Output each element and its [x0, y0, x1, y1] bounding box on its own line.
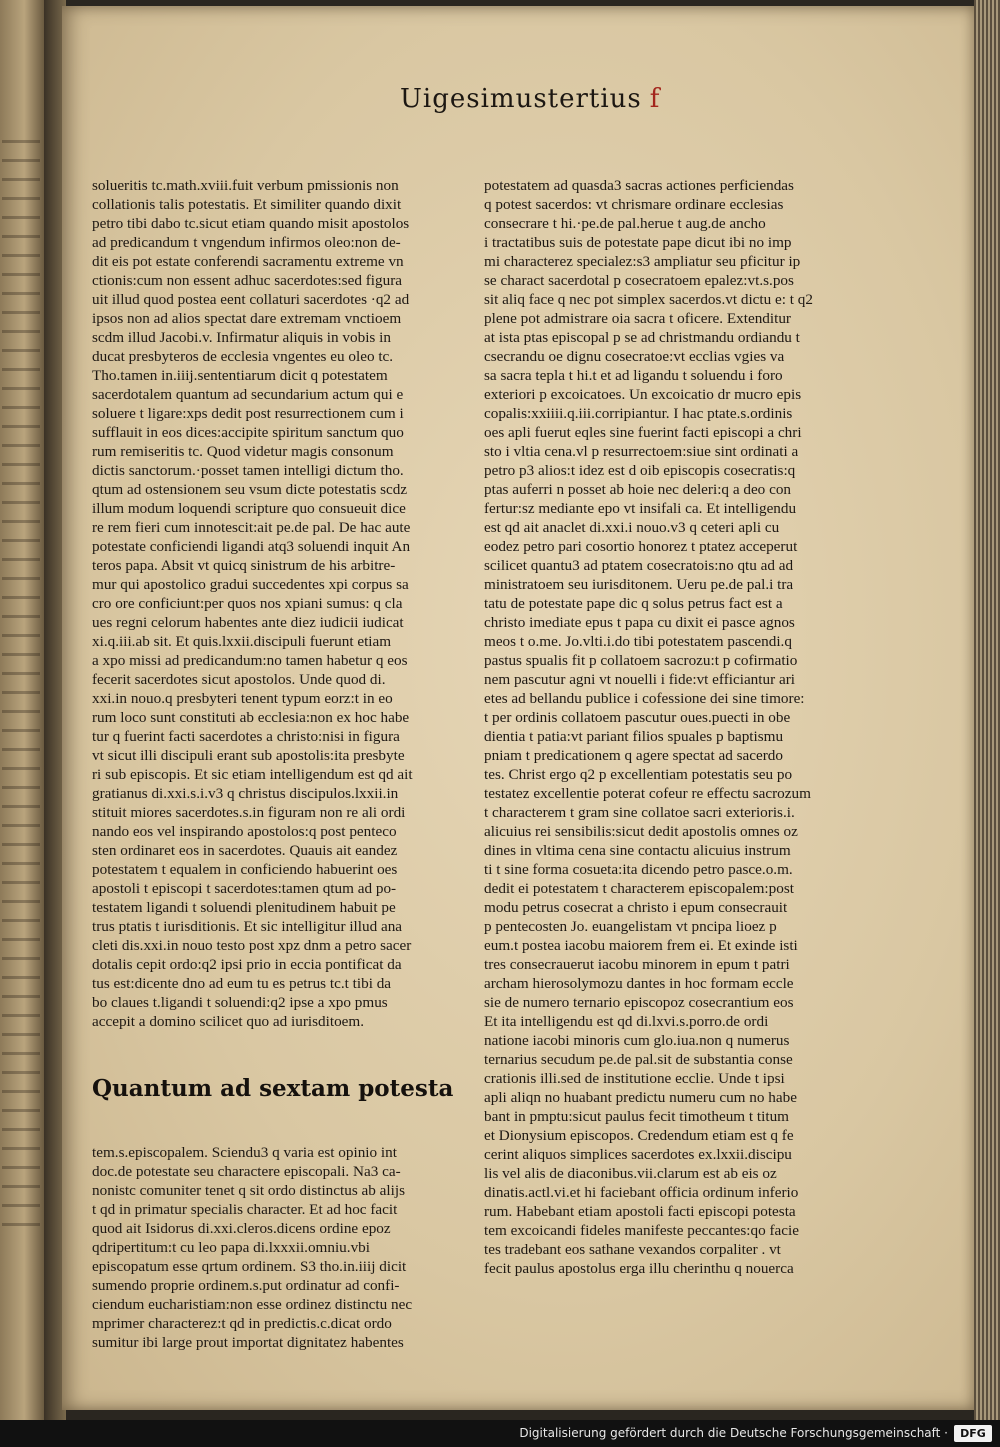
text-line: sacerdotalem quantum ad secundarium actum qui e [92, 386, 404, 403]
text-line: sto i vltia cena.vl p resurrectoem:siue sint ordinati a [484, 443, 799, 460]
running-head-text: Uigesimustertius [400, 84, 642, 114]
text-line: illum modum loquendi scripture quo consueuit dice [92, 500, 406, 517]
text-line: rum remiseritis tc. Quod videtur magis consonum [92, 443, 394, 460]
text-line: plene pot admistrare oia sacra t oficere. Extenditur [484, 310, 791, 327]
text-line: tres consecrauerut iacobu minorem in epum t patri [484, 956, 790, 973]
text-line: tes. Christ ergo q2 p excellentiam potestatis seu po [484, 766, 793, 783]
text-line: eum.t postea iacobu maiorem frem ei. Et exinde isti [484, 937, 798, 954]
text-line: sten ordinaret eos in sacerdotes. Quauis ait eandez [92, 842, 398, 859]
text-line: at ista ptas episcopal p se ad christmandu ordiandu t [484, 329, 800, 346]
text-line: tes tradebant eos sathane vexandos corpaliter . vt [484, 1241, 781, 1258]
text-line: quod ait Isidorus di.xxi.cleros.dicens ordine epoz [92, 1220, 391, 1237]
text-line: i tractatibus suis de potestate pape dicut ibi no imp [484, 234, 792, 251]
page-edges [974, 0, 1000, 1420]
text-line: ipsos non ad alios spectat dare extremam vnctioem [92, 310, 402, 327]
footer-bar [0, 1420, 1000, 1447]
text-line: episcopatum esse qrtum ordinem. S3 tho.in.iiij dicit [92, 1258, 407, 1275]
text-line: et Dionysium episcopos. Credendum etiam est q fe [484, 1127, 794, 1144]
text-line: sumendo proprie ordinem.s.put ordinatur ad confi- [92, 1277, 400, 1294]
text-line: se charact sacerdotal p cosecratoem epalez:vt.s.pos [484, 272, 794, 289]
text-line: tus est:dicente dno ad eum tu es petrus tc.t tibi da [92, 975, 392, 992]
text-line: stituit miores sacerdotes.s.in figuram non re ali ordi [92, 804, 406, 821]
text-line: fecerit sacerdotes sicut apostolos. Unde quod di. [92, 671, 386, 688]
text-line: tem excoicandi fideles manifeste peccantes:qo facie [484, 1222, 799, 1239]
text-line: scdm illud Jacobi.v. Infirmatur aliquis in vobis in [92, 329, 391, 346]
facing-page-text [2, 140, 40, 1240]
text-line: potestatem ad quasda3 sacras actiones perficiendas [484, 177, 794, 194]
section-heading: Quantum ad sextam potesta [92, 1075, 454, 1102]
text-line: accepit a domino scilicet quo ad iurisditoem. [92, 1013, 365, 1030]
text-line: t qd in primatur specialis character. Et ad hoc facit [92, 1201, 398, 1218]
text-line: tem.s.episcopalem. Sciendu3 q varia est opinio int [92, 1144, 397, 1161]
text-line: testatem ligandi t soluendi plenitudinem habuit pe [92, 899, 396, 916]
text-line: t characterem t gram sine collatoe sacri exterioris.i. [484, 804, 795, 821]
left-column [92, 138, 464, 1351]
text-line: dotalis cepit ordo:q2 ipsi prio in eccia pontificat da [92, 956, 402, 973]
text-line: dientia t patia:vt pariant filios spuales p baptismu [484, 728, 784, 745]
text-line: sa sacra tepla t hi.t et ad ligandu t soluendu i foro [484, 367, 783, 384]
text-line: petro p3 alios:t idez est d oib episcopis cosecratis:q [484, 462, 796, 479]
left-column-text-a [92, 176, 464, 1031]
text-line: fecit paulus apostolus erga illu cherinthu q nouerca [484, 1260, 794, 1277]
text-line: ad predicandum t vngendum infirmos oleo:non de- [92, 234, 401, 251]
text-line: qdripertitum:t cu leo papa di.lxxxii.omniu.vbi [92, 1239, 370, 1256]
text-line: a xpo missi ad predicandum:no tamen habetur q eos [92, 652, 408, 669]
text-line: apli aliqn no huabant predictu numeru cum no habe [484, 1089, 797, 1106]
text-line: potestate conficiendi ligandi atq3 soluendi inquit An [92, 538, 411, 555]
text-line: sit aliq face q nec pot simplex sacerdos.vt dictu e: t q2 [484, 291, 813, 308]
text-line: scilicet quantu3 ad ptatem cosecratois:no qtu ad ad [484, 557, 794, 574]
text-line: ti t sine forma cosueta:ita dicendo petro pasce.o.m. [484, 861, 793, 878]
text-line: q potest sacerdos: vt chrismare ordinare ecclesias [484, 196, 784, 213]
dfg-logo: DFG [954, 1425, 992, 1442]
text-line: christo imediate epus t papa cu dixit ei pasce agnos [484, 614, 795, 631]
text-line: cro ore conficiunt:per quos nos xpiani sumus: q cla [92, 595, 403, 612]
running-head [400, 84, 660, 128]
facing-page [0, 0, 44, 1420]
text-line: re rem fieri cum innotescit:ait pe.de pal. De hac aute [92, 519, 411, 536]
text-line: ptas auferri n posset ab hoie nec deleri:q a deo con [484, 481, 792, 498]
text-line: vt sicut illi discipuli erant sub apostolis:ita presbyte [92, 747, 405, 764]
text-line: dinatis.actl.vi.et hi faciebant officia ordinum inferio [484, 1184, 799, 1201]
text-line: sufflauit in eos dices:accipite spiritum sanctum quo [92, 424, 404, 441]
text-line: ctionis:cum non essent adhuc sacerdotes:sed figura [92, 272, 402, 289]
text-line: modu petrus cosecrat a christo i epum consecrauit [484, 899, 788, 916]
text-line: dit eis pot estate conferendi sacramentu extreme vn [92, 253, 404, 270]
text-line: xxi.in nouo.q presbyteri tenent typum eorz:t in eo [92, 690, 393, 707]
text-line: nem pascutur agni vt nouelli i fide:vt efficiantur ari [484, 671, 795, 688]
text-line: alicuius rei sensibilis:sicut dedit apostolis omnes oz [484, 823, 798, 840]
text-line: xi.q.iii.ab sit. Et quis.lxxii.discipuli fuerunt etiam [92, 633, 392, 650]
text-line: dictis sanctorum.·posset tamen intelligi dictum tho. [92, 462, 404, 479]
text-line: lis vel alis de diaconibus.vii.clarum est ab eis oz [484, 1165, 777, 1182]
text-line: rum loco sunt constituti ab ecclesia:non ex hoc habe [92, 709, 410, 726]
text-line: consecrare t hi.·pe.de pal.herue t aug.de ancho [484, 215, 766, 232]
text-line: meos t o.me. Jo.vlti.i.do tibi potestatem pascendi.q [484, 633, 792, 650]
text-line: csecrandu oe dignu cosecratoe:vt ecclias vgies va [484, 348, 785, 365]
text-line: exteriori p excoicatoes. Un excoicatio dr mucro epis [484, 386, 802, 403]
text-line: ministratoem seu iurisditonem. Ueru pe.de pal.i tra [484, 576, 794, 593]
text-line: collationis talis potestatis. Et similiter quando dixit [92, 196, 402, 213]
text-line: etes ad bellandu publice i cofessione dei sine timore: [484, 690, 805, 707]
text-line: trus ptatis t iurisditionis. Et sic intelligitur illud ana [92, 918, 403, 935]
text-line: ciendum eucharistiam:non esse ordinez distinctu nec [92, 1296, 413, 1313]
text-line: pastus spualis fit p collatoem sacrozu:t p cofirmatio [484, 652, 798, 669]
text-line: est qd ait anaclet di.xxi.i nouo.v3 q ceteri apli cu [484, 519, 780, 536]
text-line: bo claues t.ligandi t soluendi:q2 ipse a xpo pmus [92, 994, 388, 1011]
text-line: dines in vltima cena sine contactu alicuius instrum [484, 842, 791, 859]
text-line: crationis illi.sed de institutione ecclie. Unde t ipsi [484, 1070, 785, 1087]
left-column-text-b [92, 1143, 464, 1352]
text-line: t per ordinis collatoem pascutur oues.puecti in obe [484, 709, 791, 726]
text-line: uit illud quod postea eent collaturi sacerdotes ·q2 ad [92, 291, 410, 308]
text-line: doc.de potestate seu charactere episcopali. Na3 ca- [92, 1163, 401, 1180]
text-line: rum. Habebant etiam apostoli facti episcopi potesta [484, 1203, 796, 1220]
text-line: nonistc comuniter tenet q sit ordo distinctus ab alijs [92, 1182, 405, 1199]
text-line: cerint aliquos simplices sacerdotes ex.lxxii.discipu [484, 1146, 792, 1163]
text-line: cleti dis.xxi.in nouo testo post xpz dnm a petro sacer [92, 937, 412, 954]
text-line: ternarius secudum pe.de pal.sit de substantia conse [484, 1051, 793, 1068]
text-line: bant in pmptu:sicut paulus fecit timotheum t titum [484, 1108, 789, 1125]
text-line: testatez excellentie poterat cofeur re effectu sacrozum [484, 785, 811, 802]
text-line: teros papa. Absit vt quicq sinistrum de his arbitre- [92, 557, 396, 574]
text-line: petro tibi dabo tc.sicut etiam quando misit apostolos [92, 215, 410, 232]
text-line: sie de numero ternario episcopoz cosecrantium eos [484, 994, 794, 1011]
text-line: mur qui apostolico gradui succedentes xpi corpus sa [92, 576, 409, 593]
text-line: apostoli t episcopi t sacerdotes:tamen qtum ad po- [92, 880, 397, 897]
text-line: solueritis tc.math.xviii.fuit verbum pmissionis non [92, 177, 399, 194]
text-line: gratianus di.xxi.s.i.v3 q christus discipulos.lxxii.in [92, 785, 399, 802]
text-line: sumitur ibi large prout importat dignitatez habentes [92, 1334, 404, 1351]
text-line: ri sub episcopis. Et sic etiam intelligendum est qd ait [92, 766, 413, 783]
text-line: pniam t predicationem q agere spectat ad sacerdo [484, 747, 783, 764]
text-line: dedit ei potestatem t characterem episcopalem:post [484, 880, 794, 897]
text-line: fertur:sz mediante epo vt insifali ca. Et intelligendu [484, 500, 797, 517]
text-line: eodez petro pari cosortio honorez t ptatez acceperut [484, 538, 798, 555]
right-column-text [484, 176, 854, 1278]
text-line: copalis:xxiiii.q.iii.corripiantur. I hac ptate.s.ordinis [484, 405, 793, 422]
text-line: soluere t ligare:xps dedit post resurrectionem cum i [92, 405, 404, 422]
text-line: qtum ad ostensionem seu vsum dicte potestatis scdz [92, 481, 408, 498]
text-line: Tho.tamen in.iiij.sententiarum dicit q potestatem [92, 367, 388, 384]
text-line: potestatem t equalem in conficiendo habuerint oes [92, 861, 398, 878]
right-column [484, 138, 854, 1277]
text-line: tatu de potestate pape dic q solus petrus fact est a [484, 595, 783, 612]
text-line: mprimer characterez:t qd in predictis.c.dicat ordo [92, 1315, 392, 1332]
text-line: nando eos vel inspirando apostolos:q post penteco [92, 823, 397, 840]
footer-credit: Digitalisierung gefördert durch die Deutsche Forschungsgemeinschaft · [519, 1426, 948, 1440]
text-line: tur q fuerint facti sacerdotes a christo:nisi in figura [92, 728, 400, 745]
text-line: natione iacobi minoris cum glo.iua.non q numerus [484, 1032, 790, 1049]
text-line: mi characterez specialez:s3 ampliatur seu pficitur ip [484, 253, 801, 270]
text-line: p pentecosten Jo. euangelistam vt pncipa lioez p [484, 918, 777, 935]
text-line: ues regni celorum habentes ante diez iudicii iudicat [92, 614, 404, 631]
text-line: oes apli fuerut eqles sine fuerint facti episcopi a chri [484, 424, 802, 441]
text-line: Et ita intelligendu est qd di.lxvi.s.porro.de ordi [484, 1013, 769, 1030]
text-line: archam hierosolymozu dantes in hoc formam eccle [484, 975, 794, 992]
folio-mark: f [649, 84, 661, 114]
text-line: ducat presbyteros de ecclesia vngentes eu oleo tc. [92, 348, 394, 365]
